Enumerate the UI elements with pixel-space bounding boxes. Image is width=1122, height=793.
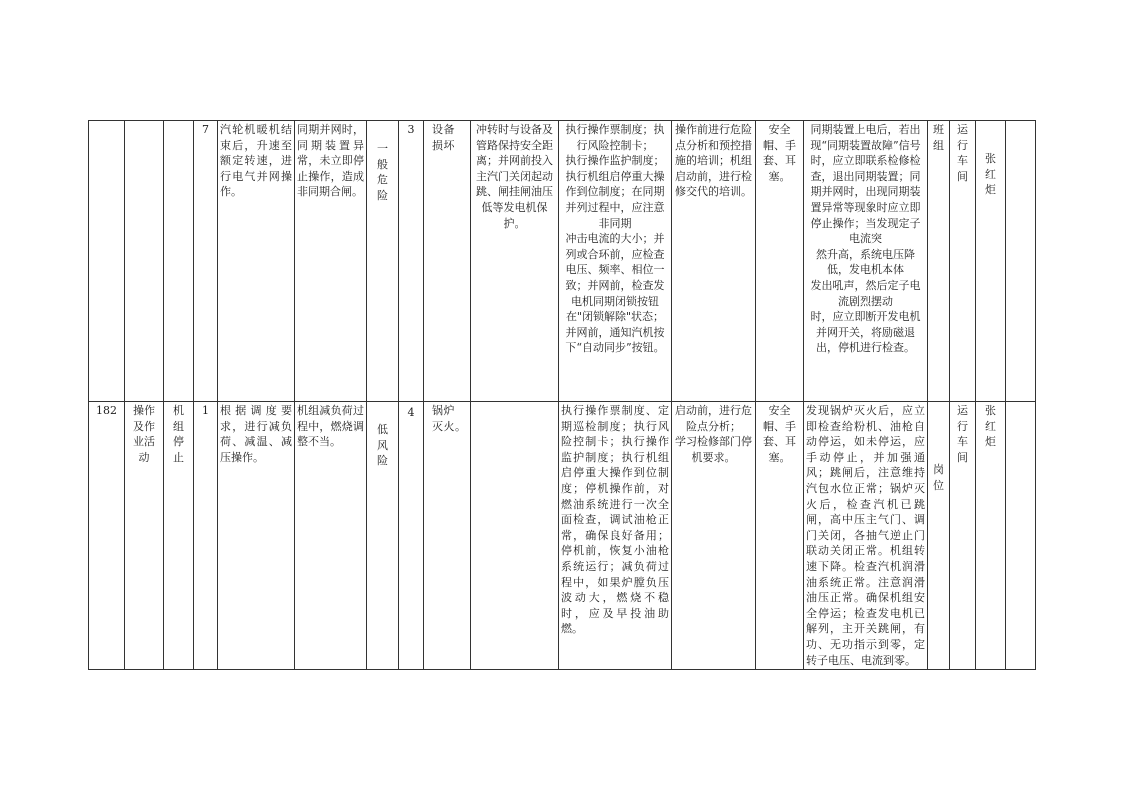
risk-level-cell: 一 般 危 险 [367, 121, 399, 402]
seq-cell: 182 [89, 402, 125, 670]
table-row [89, 402, 1036, 670]
risk-score-cell: 4 [399, 402, 424, 670]
engineering-measures-cell: 冲转时与设备及管路保持安全距离；并网前投入主汽门关闭起动跳、闸挂闸油压低等发电机保护。 [471, 121, 559, 402]
remark-cell [1006, 121, 1036, 402]
step-number-cell: 1 [194, 402, 218, 670]
hazard-cell: 同期并网时，同期装置异常，未立即停止操作，造成非同期合闸。 [295, 121, 367, 402]
control-level-cell: 岗 位 [928, 402, 950, 670]
category-cell: 操作 及作 业活 动 [125, 402, 164, 670]
management-measures-cell: 执行操作票制度、定期巡检制度；执行风险控制卡；执行操作监护制度；执行机组启停重大操作到位制度；停机操作前，对燃油系统进行一次全面检查，调试油枪正常，确保良好备用；停机前，恢复小油枪系统运行；减负荷过程中，如果炉膛负压波动大，燃烧不稳时，应及早投油助燃。 [559, 402, 672, 670]
activity-cell [164, 121, 194, 402]
activity-cell: 机 组 停 止 [164, 402, 194, 670]
responsible-person-cell: 张 红 炬 [976, 121, 1006, 402]
consequence-cell: 设备 损坏 [424, 121, 471, 402]
emergency-measures-cell: 同期装置上电后，若出现“同期装置故障”信号时，应立即联系检修检查，退出同期装置；同期并网时，出现同期装置异常等现象时应立即停止操作；当发现定子电流突 然升高，系统电压降低，发电机本体 发出吼声，然后定子电流剧烈摆动 时，应立即断开发电机并网开关，将励磁退出，停机进行检查。 [804, 121, 928, 402]
risk-level-cell: 低 风 险 [367, 402, 399, 670]
seq-cell [89, 121, 125, 402]
responsible-unit-cell: 运 行 车 间 [950, 402, 976, 670]
training-measures-cell: 启动前，进行危险点分析； 学习检修部门停机要求。 [672, 402, 756, 670]
hazard-cell: 机组减负荷过程中，燃烧调整不当。 [295, 402, 367, 670]
risk-score-cell: 3 [399, 121, 424, 402]
remark-cell [1006, 402, 1036, 670]
control-level-cell: 班 组 [928, 121, 950, 402]
risk-assessment-table [88, 120, 1036, 670]
ppe-cell: 安全帽、手套、耳塞。 [756, 402, 804, 670]
step-number-cell: 7 [194, 121, 218, 402]
task-cell: 根据调度要求，进行减负荷、减温、减压操作。 [218, 402, 295, 670]
ppe-cell: 安全帽、手套、耳塞。 [756, 121, 804, 402]
responsible-person-cell: 张 红 炬 [976, 402, 1006, 670]
consequence-cell: 锅炉 灭火。 [424, 402, 471, 670]
responsible-unit-cell: 运 行 车 间 [950, 121, 976, 402]
management-measures-cell: 执行操作票制度；执行风险控制卡； 执行操作监护制度；执行机组启停重大操作到位制度；在同期并列过程中，应注意非同期 冲击电流的大小；并列或合环前，应检查电压、频率、相位一致；并网前，检查发电机同期闭锁按钮在"闭锁解除"状态；并网前，通知汽机按下“自动同步”按钮。 [559, 121, 672, 402]
category-cell [125, 121, 164, 402]
training-measures-cell: 操作前进行危险点分析和预控措施的培训；机组启动前，进行检修交代的培训。 [672, 121, 756, 402]
table-row [89, 121, 1036, 402]
emergency-measures-cell: 发现锅炉灭火后，应立即检查给粉机、油枪自动停运，如未停运，应手动停止，并加强通风；跳闸后，注意维持汽包水位正常；锅炉灭火后，检查汽机已跳闸，高中压主气门、调门关闭，各抽气逆止门联动关闭正常。机组转速下降。检查汽机润滑油系统正常。注意润滑油压正常。确保机组安全停运；检查发电机已解列，主开关跳闸，有功、无功指示到零，定转子电压、电流到零。 [804, 402, 928, 670]
task-cell: 汽轮机暖机结束后，升速至额定转速，进行电气并网操作。 [218, 121, 295, 402]
engineering-measures-cell [471, 402, 559, 670]
